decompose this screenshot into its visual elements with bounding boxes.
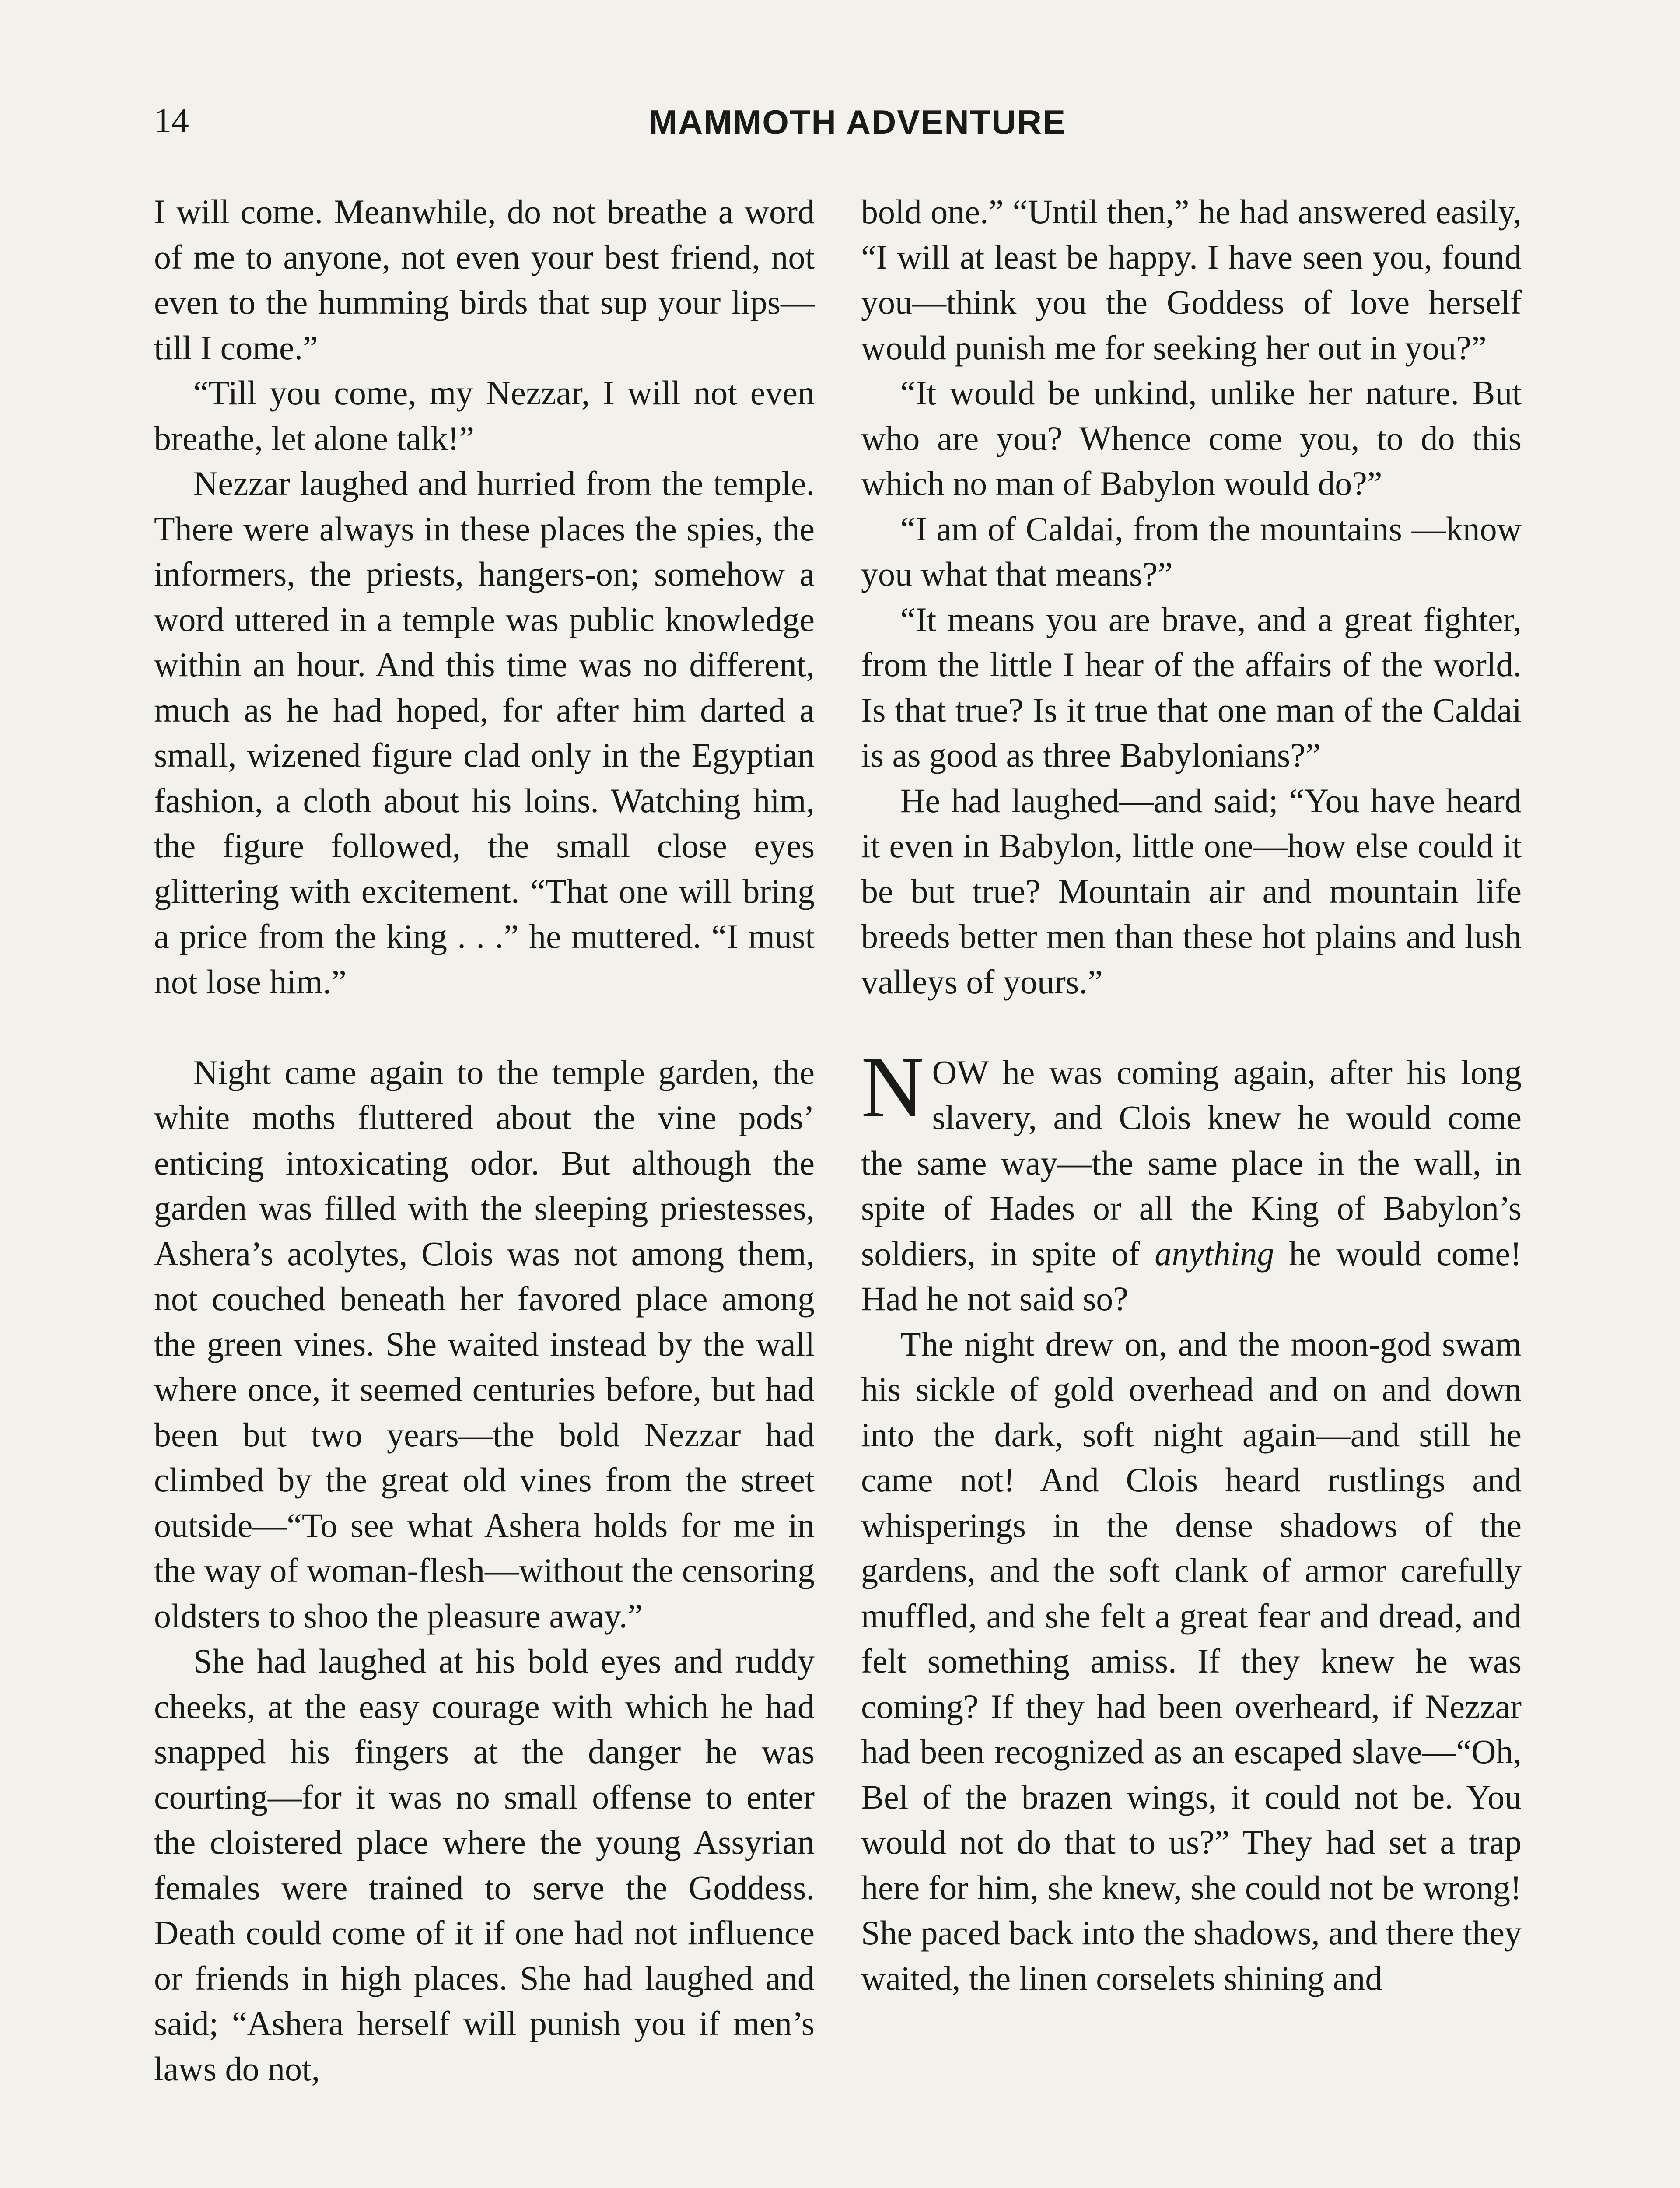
paragraph: She had laughed at his bold eyes and ruddy cheeks, at the easy courage with which he had snapped his fingers at the danger he was courting—for it was no small offense to enter the cloistered place where the young Assyrian females were trained to serve the Goddess. Death could come of it if one had not influence or friends in high places. She had laughed and said; “Ashera herself will punish you if men’s laws do not, (154, 1642, 815, 2088)
paragraph: Nezzar laughed and hurried from the temple. There were always in these places the spies, the informers, the priests, hangers-on; somehow a word uttered in a temple was public knowledge within an hour. And this time was no different, much as he had hoped, for after him darted a small, wizened figure clad only in the Egyptian fashion, a cloth about his loins. Watching him, the figure followed, the small close eyes glittering with excitement. “That one will bring a price from the king . . .” he muttered. “I must not lose him.” (154, 464, 815, 1001)
paragraph: The night drew on, and the moon-god swam his sickle of gold overhead and on and down into the dark, soft night again—and still he came not! And Clois heard rustlings and whisperings in the dense shadows of the gardens, and the soft clank of armor carefully muffled, and she felt a great fear and dread, and felt something amiss. If they knew he was coming? If they had been overheard, if Nezzar had been recognized as an escaped slave—“Oh, Bel of the brazen wings, it could not be. You would not do that to us?” They had set a trap here for him, she knew, she could not be wrong! She paced back into the shadows, and there they waited, the linen corselets shining and (861, 1325, 1522, 1997)
paragraph: “It means you are brave, and a great fighter, from the little I hear of the affairs of the world. Is that true? Is it true that one man of the Caldai is as good as three Babylonians?” (861, 600, 1522, 774)
paragraph: “I am of Caldai, from the mountains —know you what that means?” (861, 509, 1522, 593)
running-title: MAMMOTH ADVENTURE (648, 103, 1067, 141)
text-run: he was coming again, after his long slavery, and Clois knew he would come the same way—the same place in the wall, in spite of Hades or all the King of Babylon’s soldiers, in spite of (861, 1053, 1522, 1273)
text-run: he would come! Had he not said so? (861, 1234, 1522, 1318)
left-column (154, 189, 815, 2091)
paragraph: “It would be unkind, unlike her nature. But who are you? Whence come you, to do this which no man of Babylon would do?” (861, 374, 1522, 502)
paragraph: Night came again to the temple garden, the white moths fluttered about the vine pods’ enticing intoxicating odor. But although the garden was filled with the sleeping priestesses, Ashera’s acolytes, Clois was not among them, not couched beneath her favored place among the green vines. She waited instead by the wall where once, it seemed centuries before, but had been but two years—the bold Nezzar had climbed by the great old vines from the street outside—“To see what Ashera holds for me in the way of woman-flesh—without the censoring oldsters to shoo the pleasure away.” (154, 1053, 815, 1635)
drop-cap: N (861, 1038, 924, 1136)
paragraph: bold one.” “Until then,” he had answered easily, “I will at least be happy. I have seen you, found you—think you the Goddess of love herself would punish me for seeking her out in you?” (861, 193, 1522, 367)
small-caps-lead: OW (932, 1053, 988, 1091)
paragraph: I will come. Meanwhile, do not breathe a word of me to anyone, not even your best friend, not even to the humming birds that sup your lips—till I come.” (154, 193, 815, 367)
paragraph: He had laughed—and said; “You have heard it even in Babylon, little one—how else could it be but true? Mountain air and mountain life breeds better men than these hot plains and lush valleys of yours.” (861, 781, 1522, 1001)
paragraph: “Till you come, my Nezzar, I will not even breathe, let alone talk!” (154, 374, 815, 457)
paragraph-dropcap (861, 1038, 1522, 1322)
right-column (861, 189, 1522, 2001)
page-number: 14 (154, 102, 189, 140)
emphasis: anything (1155, 1234, 1274, 1273)
